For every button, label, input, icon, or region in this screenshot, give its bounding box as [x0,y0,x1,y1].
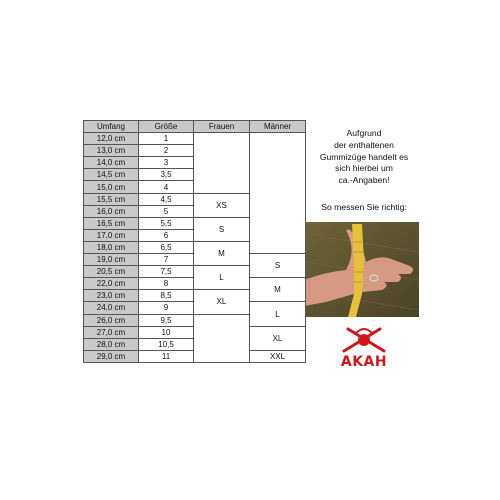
cell-groesse: 7,5 [139,266,194,278]
cell-maenner: XXL [250,350,306,362]
cell-groesse: 3,5 [139,169,194,181]
cell-umfang: 12,0 cm [84,133,139,145]
note-line: Gummizüge handelt es [319,151,409,162]
cell-groesse: 5 [139,205,194,217]
cell-umfang: 15,5 cm [84,193,139,205]
size-chart-table [83,120,306,363]
disclaimer-note [308,128,420,187]
akah-logo [336,325,392,375]
cell-maenner: XL [250,326,306,350]
cell-groesse: 4 [139,181,194,193]
cell-umfang: 13,0 cm [84,145,139,157]
header-maenner: Männer [250,121,306,133]
cell-maenner [250,133,306,254]
cell-umfang: 14,5 cm [84,169,139,181]
cell-frauen [194,314,250,362]
cell-umfang: 20,5 cm [84,266,139,278]
cell-groesse: 2 [139,145,194,157]
cell-umfang: 17,0 cm [84,229,139,241]
cell-maenner: L [250,302,306,326]
crossed-rifles-icon [336,325,392,355]
cell-umfang: 23,0 cm [84,290,139,302]
cell-groesse: 1 [139,133,194,145]
cell-groesse: 3 [139,157,194,169]
cell-groesse: 10 [139,326,194,338]
note-line: Aufgrund [346,128,382,138]
cell-frauen: M [194,241,250,265]
cell-umfang: 29,0 cm [84,350,139,362]
cell-umfang: 14,0 cm [84,157,139,169]
cell-groesse: 9 [139,302,194,314]
cell-groesse: 11 [139,350,194,362]
cell-umfang: 24,0 cm [84,302,139,314]
cell-frauen: L [194,266,250,290]
cell-frauen: XL [194,290,250,314]
table-header-row [84,121,306,133]
hand-measuring-photo [306,222,419,317]
note-line: ca.-Angaben! [338,175,390,186]
cell-umfang: 16,0 cm [84,205,139,217]
cell-groesse: 8,5 [139,290,194,302]
header-frauen: Frauen [194,121,250,133]
note-line: sich hierbei um [335,163,393,174]
cell-umfang: 19,0 cm [84,254,139,266]
measure-instruction: So messen Sie richtig: [321,202,407,212]
cell-groesse: 4,5 [139,193,194,205]
cell-groesse: 6 [139,229,194,241]
cell-maenner: M [250,278,306,302]
cell-frauen: XS [194,193,250,217]
table-row [84,133,306,145]
cell-frauen: S [194,217,250,241]
logo-text: AKAH [340,354,388,370]
cell-groesse: 6,5 [139,241,194,253]
cell-groesse: 9,5 [139,314,194,326]
header-groesse: Größe [139,121,194,133]
cell-umfang: 18,0 cm [84,241,139,253]
cell-groesse: 7 [139,254,194,266]
cell-groesse: 5,5 [139,217,194,229]
note-line: der enthaltenen [334,139,394,150]
cell-umfang: 22,0 cm [84,278,139,290]
cell-frauen [194,133,250,193]
cell-umfang: 15,0 cm [84,181,139,193]
header-umfang: Umfang [84,121,139,133]
cell-groesse: 10,5 [139,338,194,350]
cell-groesse: 8 [139,278,194,290]
cell-umfang: 28,0 cm [84,338,139,350]
cell-umfang: 16,5 cm [84,217,139,229]
cell-umfang: 27,0 cm [84,326,139,338]
cell-umfang: 26,0 cm [84,314,139,326]
cell-maenner: S [250,254,306,278]
